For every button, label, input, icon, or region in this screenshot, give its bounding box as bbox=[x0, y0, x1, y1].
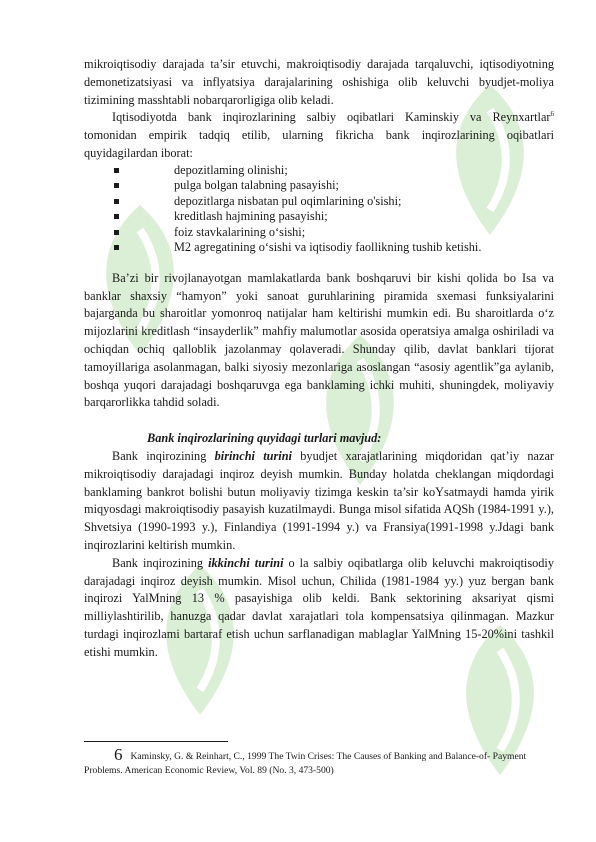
footnote-divider bbox=[84, 741, 228, 742]
document-body bbox=[84, 56, 554, 662]
paragraph-second-type: Bank inqirozining ikkinchi turini o la salbiy oqibatlarga olib keluvchi makroiqtisodiy darajadagi inqiroz deyish mumkin. Misol uchun, Chilida (1981-1984 yy.) yuz bergan bank inqirozi YalMning 13 % pasayishiga olib keldi. Bank sektorining aksariyat qismi milliylashtirilib, hanuzga qadar davlat xarajatlari tola kompensatsiya qilinmagan. Mazkur turdagi inqirozlami bartaraf etish uchun sarflanadigan mablaglar YalMning 15-20%ini tashkil etishi mumkin. bbox=[84, 555, 554, 659]
footnote-number: 6 bbox=[114, 745, 123, 764]
list-item: foiz stavkalarining o‘sishi; bbox=[84, 225, 554, 241]
emphasis-second-type: ikkinchi turini bbox=[208, 555, 284, 570]
bullet-square-icon bbox=[114, 183, 119, 188]
consequences-list bbox=[84, 163, 554, 256]
bullet-square-icon bbox=[114, 168, 119, 173]
list-item: pulga bolgan talabning pasayishi; bbox=[84, 178, 554, 194]
bullet-square-icon bbox=[114, 230, 119, 235]
footnote-ref[interactable]: 6 bbox=[550, 110, 554, 119]
list-item: depozitlarga nisbatan pul oqimlarining o'sishi; bbox=[84, 194, 554, 210]
paragraph-governance: Ba’zi bir rivojlanayotgan mamlakatlarda bank boshqaruvi bir kishi qolida bo Isa va banklar shaxsiy “hamyon” yoki sanoat guruhlarining piramida sxemasi funksiyalarini bajarganda bu sharoitlar yomonroq natijalar ham keltirishi mumkin edi. Bu sharoitlarda o‘z mijozlarini kreditlash “insayderlik” mahfiy malumotlar asosida operatsiya amalga oshiriladi va ochiqdan ochiq qalloblik jazolanmay qolaveradi. Shunday qilib, davlat banklari tijorat tamoyillariga asolanmagan, balki siyosiy mezonlariga asoslangan “asosiy agentlik”ga aylanib, boshqa yuqori darajadagi boshqaruvga ega banklaming ichki muhiti, shuningdek, moliyaviy barqarorlikka tahdid soladi. bbox=[84, 270, 554, 410]
bullet-square-icon bbox=[114, 214, 119, 219]
emphasis-first-type: birinchi turini bbox=[214, 448, 292, 463]
paragraph-intro: mikroiqtisodiy darajada ta’sir etuvchi, makroiqtisodiy darajada tarqaluvchi, iqtisodiyotning demonetizatsiyasi va inflyatsiya darajalarining oshishiga olib keluvchi byudjet-moliya tizimining masshtabli nobarqarorligiga olib keladi. bbox=[84, 57, 554, 107]
section-heading: Bank inqirozlarining quyidagi turlari mavjud: bbox=[147, 431, 382, 446]
bullet-square-icon bbox=[114, 245, 119, 250]
paragraph-text: Iqtisodiyotda bank inqirozlarining salbiy oqibatlari Kaminskiy va Reynxartlar bbox=[112, 110, 551, 125]
footnote-text: Kaminsky, G. & Reinhart, C., 1999 The Twin Crises: The Causes of Banking and Balance-of- Payment Problems. American Economic Review, Vol. 89 (No. 3, 473-500) bbox=[84, 751, 527, 776]
list-item: M2 agregatining o‘sishi va iqtisodiy faollikning tushib ketishi. bbox=[84, 240, 554, 256]
paragraph-first-type: Bank inqirozining birinchi turini byudjet xarajatlarining miqdoridan qat’iy nazar mikroiqtisodiy darajadagi inqiroz deyish mumkin. Bunday holatda cheklangan miqdordagi banklaming bankrot bolishi butun moliyaviy tizimga keskin ta’sir koYsatmaydi hamda yirik miqyosdagi makroiqtisodiy pasayish kuzatilmaydi. Bunga misol sifatida AQSh (1984-1991 y.), Shvetsiya (1990-1993 y.), Finlandiya (1991-1994 y.) va Fransiya(1991-1998 y.Jdagi bank inqirozlarini keltirish mumkin. bbox=[84, 448, 555, 552]
paragraph-consequences bbox=[84, 109, 554, 162]
list-item: kreditlash hajmining pasayishi; bbox=[84, 209, 554, 225]
paragraph-text: tomonidan empirik tadqiq etilib, ularning fikricha bank inqirozlarining oqibatlari quyidagilardan iborat: bbox=[84, 128, 554, 160]
bullet-square-icon bbox=[114, 199, 119, 204]
footnote bbox=[84, 745, 554, 778]
list-item: depozitlaming olinishi; bbox=[84, 163, 554, 179]
